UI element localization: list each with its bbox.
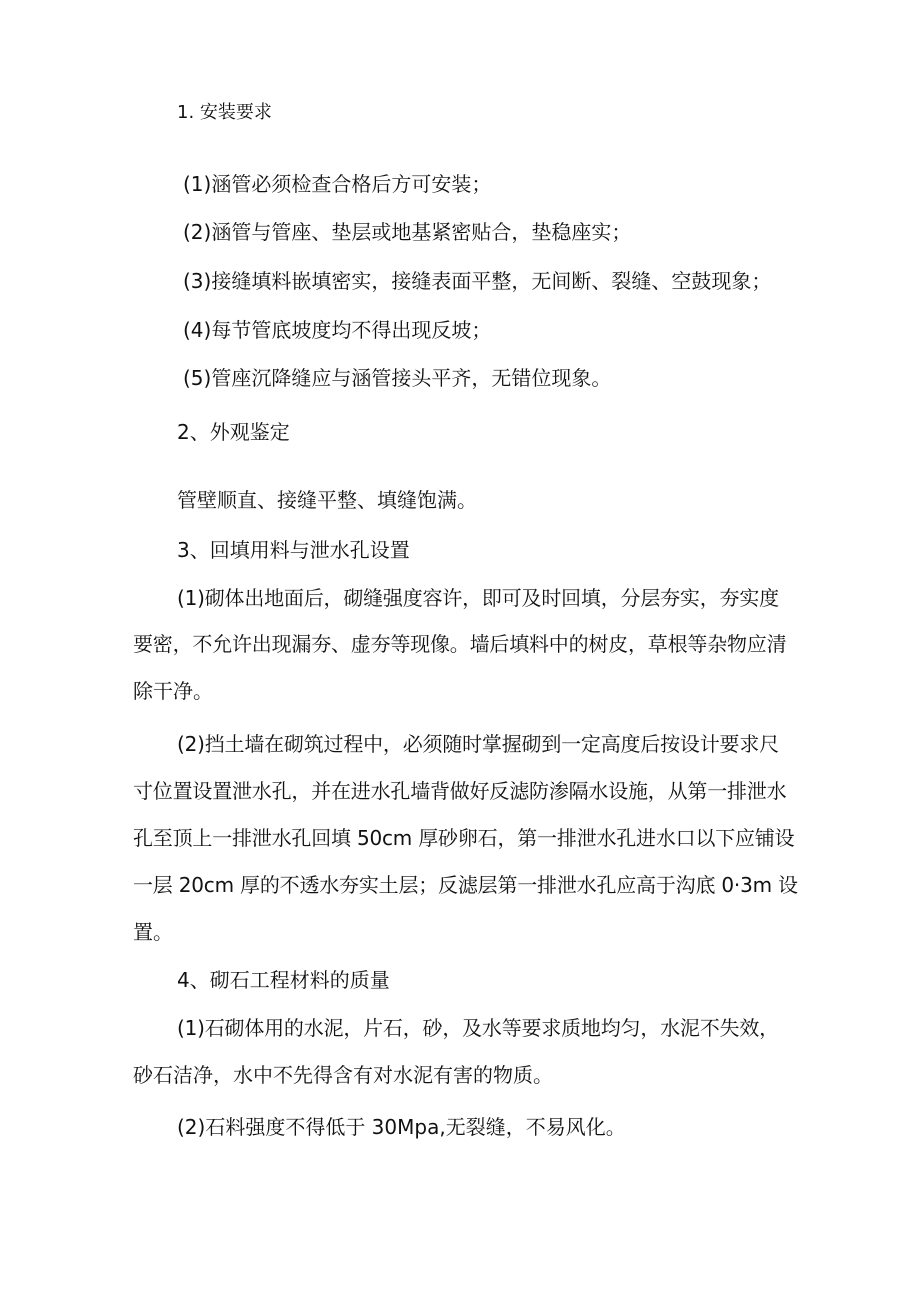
section-1-item-5: (5)管座沉降缝应与涵管接头平齐，无错位现象。: [183, 366, 612, 390]
section-3-paragraph-1-line-2: 要密，不允许出现漏夯、虚夯等现像。墙后填料中的树皮，草根等杂物应清: [133, 632, 787, 656]
section-1-heading: 1. 安装要求: [177, 102, 272, 123]
section-3-paragraph-2-line-2: 寸位置设置泄水孔，并在进水孔墙背做好反滤防渗隔水设施，从第一排泄水: [133, 779, 787, 803]
section-4-paragraph-1-line-1: (1)石砌体用的水泥，片石，砂，及水等要求质地均匀，水泥不失效，: [177, 1016, 779, 1040]
section-4-heading: 4、砌石工程材料的质量: [177, 968, 390, 992]
section-3-paragraph-2-line-3: 孔至顶上一排泄水孔回填 50cm 厚砂卵石，第一排泄水孔进水口以下应铺设: [133, 826, 795, 850]
section-4-paragraph-2-line-1: (2)石料强度不得低于 30Mpa,无裂缝，不易风化。: [177, 1115, 626, 1139]
section-3-paragraph-2-line-4: 一层 20cm 厚的不透水夯实土层；反滤层第一排泄水孔应高于沟底 0·3m 设: [133, 873, 798, 897]
section-1-item-3: (3)接缝填料嵌填密实，接缝表面平整，无间断、裂缝、空鼓现象；: [183, 269, 772, 293]
section-2-body: 管壁顺直、接缝平整、填缝饱满。: [177, 488, 477, 512]
section-1-item-2: (2)涵管与管座、垫层或地基紧密贴合，垫稳座实；: [183, 220, 632, 244]
section-3-paragraph-2-line-5: 置。: [133, 920, 173, 944]
section-3-heading: 3、回填用料与泄水孔设置: [177, 538, 410, 562]
section-3-paragraph-2-line-1: (2)挡土墙在砌筑过程中，必须随时掌握砌到一定高度后按设计要求尺: [177, 732, 779, 756]
section-3-paragraph-1-line-3: 除干净。: [133, 679, 213, 703]
section-3-paragraph-1-line-1: (1)砌体出地面后，砌缝强度容许，即可及时回填，分层夯实，夯实度: [177, 586, 779, 610]
section-1-item-4: (4)每节管底坡度均不得出现反坡；: [183, 318, 492, 342]
section-2-heading: 2、外观鉴定: [177, 420, 290, 444]
section-4-paragraph-1-line-2: 砂石洁净，水中不先得含有对水泥有害的物质。: [133, 1063, 553, 1087]
section-1-item-1: (1)涵管必须检查合格后方可安装；: [183, 172, 492, 196]
